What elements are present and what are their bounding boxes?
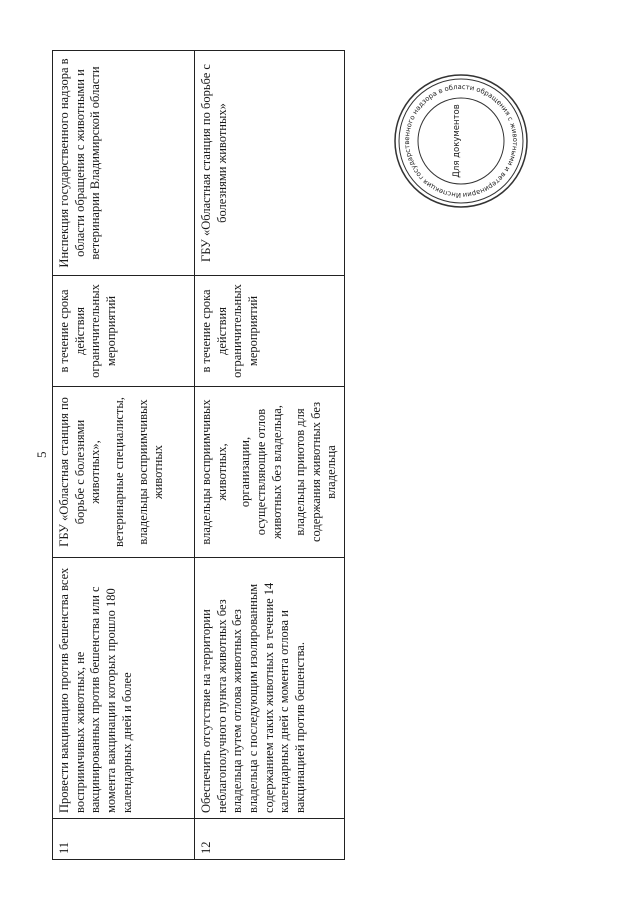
rotated-page-content bbox=[34, 50, 352, 860]
executor-item: организации, осуществляющие отлов животных без владельца, bbox=[238, 405, 284, 539]
row-term: в течение срока действия ограничительных мероприятий bbox=[195, 276, 345, 387]
row-responsible: Инспекция государственного надзора в области обращения с животными и ветеринарии Владимирской области bbox=[53, 51, 195, 276]
row-executors bbox=[53, 387, 195, 558]
table-row bbox=[195, 51, 345, 860]
measures-table bbox=[52, 50, 345, 860]
executor-item: владельцы восприимчивых животных bbox=[135, 399, 166, 545]
page-number: 5 bbox=[34, 451, 49, 458]
row-number: 11 bbox=[53, 819, 195, 860]
row-number: 12 bbox=[195, 819, 345, 860]
stamp-seal-icon bbox=[393, 73, 529, 209]
row-action: Обеспечить отсутствие на территории неблагополучного пункта животных без владельца путем отлова животных без владельца с последующим изолированным содержанием таких животных в течение 14 календарных дней с момента отлова и вакцинацией против бешенства. bbox=[195, 558, 345, 819]
row-executors bbox=[195, 387, 345, 558]
executor-item: ГБУ «Областная станция по борьбе с болезнями животных», bbox=[57, 397, 103, 547]
official-stamp bbox=[393, 73, 529, 209]
row-responsible: ГБУ «Областная станция по борьбе с болезнями животных» bbox=[195, 51, 345, 276]
table-row bbox=[53, 51, 195, 860]
stamp-ring-text: Инспекция государственного надзора в области обращения с животными и ветеринарии bbox=[402, 82, 520, 200]
row-action: Провести вакцинацию против бешенства всех восприимчивых животных, не вакцинированных против бешенства или с момента вакцинации которых прошло 180 календарных дней и более bbox=[53, 558, 195, 819]
row-term: в течение срока действия ограничительных мероприятий bbox=[53, 276, 195, 387]
stamp-center-text: Для документов bbox=[452, 104, 462, 178]
executor-item: владельцы приютов для содержания животных без владельца bbox=[293, 401, 339, 543]
executor-item: ветеринарные специалисты, bbox=[111, 397, 126, 547]
executor-item: владельцы восприимчивых животных, bbox=[199, 399, 229, 545]
